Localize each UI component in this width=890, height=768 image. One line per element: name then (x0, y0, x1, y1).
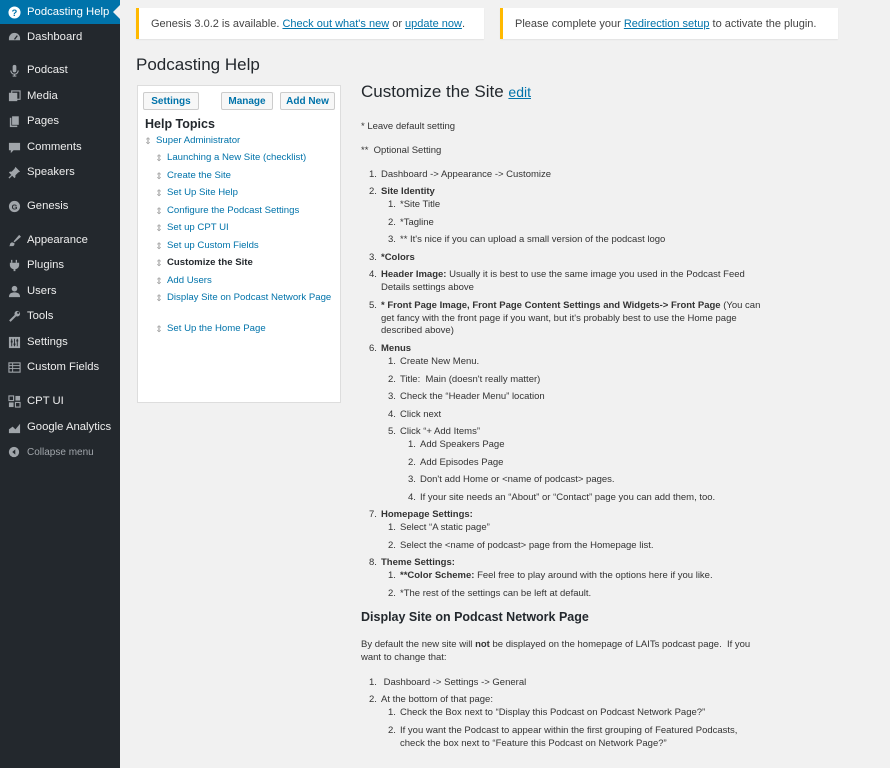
drag-handle-icon[interactable]: ⇕ (155, 324, 163, 334)
notice-text: or (389, 17, 406, 30)
microphone-icon (7, 63, 21, 77)
content-title-text: Customize the Site (361, 82, 504, 101)
manage-button[interactable]: Manage (221, 92, 273, 110)
collapse-menu-button[interactable] (0, 440, 120, 464)
sidebar-item-label: Google Analytics (27, 421, 112, 433)
topic-set-up-site-help[interactable] (154, 187, 238, 200)
drag-handle-icon[interactable]: ⇕ (155, 276, 163, 286)
svg-text:?: ? (11, 7, 17, 18)
sidebar-item-podcast[interactable] (0, 58, 120, 82)
text: (You can (720, 300, 761, 311)
sidebar-item-label: Podcast (27, 64, 68, 76)
list-item: *Tagline (400, 217, 434, 228)
genesis-icon (7, 199, 21, 213)
update-now-link[interactable]: update now (405, 17, 462, 30)
topic-label: Super Administrator (156, 135, 241, 146)
bold-text: * Front Page Image, Front Page Content Settings and Widgets-> Front Page (381, 300, 721, 311)
section-heading: Display Site on Podcast Network Page (361, 610, 589, 624)
list-number: 2. (388, 217, 396, 228)
list-number: 6. (369, 343, 377, 354)
list-item-continued: described above) (381, 325, 454, 336)
list-number: 2. (388, 588, 396, 599)
plugins-icon (7, 258, 21, 272)
list-number: 4. (388, 409, 396, 420)
legend-default: * Leave default setting (361, 121, 456, 132)
sidebar-item-settings[interactable] (0, 330, 120, 354)
list-number: 1. (388, 570, 396, 581)
list-number: 4. (369, 269, 377, 280)
list-item: Site Identity (381, 186, 435, 197)
sidebar-item-users[interactable] (0, 279, 120, 303)
text: Usually it is best to use the same image you used in the Podcast Feed (446, 269, 745, 280)
topic-launching-new-site[interactable] (154, 152, 306, 165)
list-item (400, 570, 713, 582)
list-number: 2. (369, 186, 377, 197)
topic-label: Set up CPT UI (167, 222, 229, 233)
list-number: 4. (408, 492, 416, 503)
topic-label: Display Site on Podcast Network Page (167, 292, 332, 303)
list-item: If your site needs an “About” or “Contact” page you can add them, too. (420, 492, 716, 503)
list-item-continued: get fancy with the front page if you want, but it's probably best to use the Home page (381, 313, 737, 324)
dashboard-icon (7, 30, 21, 44)
list-number: 2. (388, 374, 396, 385)
text: Feel free to play around with the options here if you like. (474, 570, 713, 581)
list-number: 5. (388, 426, 396, 437)
notice-text: Genesis 3.0.2 is available. (151, 17, 280, 30)
list-number: 1. (369, 677, 377, 688)
paragraph (361, 639, 750, 651)
list-number: 2. (388, 725, 396, 736)
comments-icon (7, 140, 21, 154)
bold-text: **Color Scheme: (400, 570, 475, 581)
sidebar-item-label: Media (27, 90, 58, 102)
list-number: 1. (388, 356, 396, 367)
topic-add-users[interactable] (154, 275, 212, 288)
sidebar-item-label: Comments (27, 141, 82, 153)
text: be displayed on the homepage of LAITs podcast page. If you (489, 639, 751, 650)
list-item: *Site Title (400, 199, 441, 210)
sidebar-item-label: Settings (27, 336, 68, 348)
admin-sidebar (0, 0, 120, 768)
list-number: 1. (388, 522, 396, 533)
sidebar-item-label: Podcasting Help (27, 6, 110, 18)
list-item: Title: Main (doesn't really matter) (400, 374, 541, 385)
page-title: Podcasting Help (136, 55, 260, 74)
topic-set-up-home-page[interactable] (154, 323, 266, 336)
notice-text: to activate the plugin. (709, 17, 817, 30)
pages-icon (7, 114, 21, 128)
settings-button[interactable]: Settings (143, 92, 199, 110)
list-item-continued: Details settings above (381, 282, 474, 293)
list-number: 1. (388, 707, 396, 718)
sidebar-item-label: Tools (27, 310, 54, 322)
legend-optional: ** Optional Setting (361, 145, 442, 156)
sidebar-item-label: Appearance (27, 234, 88, 246)
list-item: *The rest of the settings can be left at default. (400, 588, 592, 599)
list-item: Homepage Settings: (381, 509, 473, 520)
help-topics-heading: Help Topics (145, 117, 215, 131)
sidebar-item-speakers[interactable] (0, 160, 120, 184)
list-item: Theme Settings: (381, 557, 455, 568)
topic-create-site[interactable] (154, 170, 231, 183)
list-item: Select the <name of podcast> page from the Homepage list. (400, 540, 654, 551)
sidebar-item-label: Plugins (27, 259, 65, 271)
list-number: 8. (369, 557, 377, 568)
list-item (381, 300, 760, 312)
genesis-update-notice (136, 8, 484, 39)
text: By default the new site will (361, 639, 476, 650)
topic-label: Add Users (167, 275, 212, 286)
sidebar-item-label: Users (27, 285, 57, 297)
list-item: *Colors (381, 252, 415, 263)
topic-label: Set Up Site Help (167, 187, 238, 198)
topic-set-up-custom-fields[interactable] (154, 240, 259, 253)
topic-label: Set Up the Home Page (167, 323, 266, 334)
sidebar-item-genesis[interactable] (0, 194, 120, 218)
list-item: Dashboard -> Appearance -> Customize (381, 169, 552, 180)
sidebar-item-label: Custom Fields (27, 361, 100, 373)
topic-display-site-network[interactable] (154, 292, 334, 305)
list-number: 1. (369, 169, 377, 180)
sidebar-item-comments[interactable] (0, 135, 120, 159)
list-item: ** It's nice if you can upload a small version of the podcast logo (400, 234, 666, 245)
pin-icon (7, 165, 21, 179)
list-item: Click “+ Add Items” (400, 426, 480, 437)
drag-handle-icon[interactable]: ⇕ (155, 206, 163, 216)
media-icon (7, 89, 21, 103)
sidebar-item-custom-fields[interactable] (0, 355, 120, 379)
list-item: Menus (381, 343, 412, 354)
list-number: 3. (388, 234, 396, 245)
sidebar-item-google-analytics[interactable] (0, 415, 120, 439)
bold-text: Header Image: (381, 269, 447, 280)
list-item: Check the Box next to “Display this Podcast on Podcast Network Page?” (400, 707, 706, 718)
list-item: Don't add Home or <name of podcast> pages. (420, 474, 615, 485)
sidebar-item-plugins[interactable] (0, 253, 120, 277)
collapse-icon (7, 445, 21, 459)
sidebar-item-media[interactable] (0, 84, 120, 108)
list-item-continued: check the box next to “Feature this Podcast on Network Page?” (400, 738, 667, 749)
list-number: 3. (388, 391, 396, 402)
topic-label: Create the Site (167, 170, 231, 181)
bold-text: not (475, 639, 490, 650)
list-item: Select “A static page” (400, 522, 490, 533)
notice-text: . (461, 17, 465, 30)
list-item: Check the “Header Menu” location (400, 391, 545, 402)
sidebar-item-pages[interactable] (0, 109, 120, 133)
drag-handle-icon[interactable]: ⇕ (144, 136, 152, 146)
list-number: 7. (369, 509, 377, 520)
sidebar-item-appearance[interactable] (0, 228, 120, 252)
drag-handle-icon[interactable]: ⇕ (155, 171, 163, 181)
sidebar-item-cpt-ui[interactable] (0, 389, 120, 413)
list-number: 3. (408, 474, 416, 485)
list-number: 2. (388, 540, 396, 551)
sidebar-item-podcasting-help[interactable] (0, 0, 120, 24)
topic-label: Configure the Podcast Settings (167, 205, 300, 216)
redirection-notice (500, 8, 838, 39)
sidebar-item-tools[interactable] (0, 304, 120, 328)
notice-text: Please complete your (515, 17, 624, 30)
drag-handle-icon[interactable]: ⇕ (155, 241, 163, 251)
topic-label: Set up Custom Fields (167, 240, 259, 251)
list-item: At the bottom of that page: (381, 694, 493, 705)
sidebar-item-label: Dashboard (27, 31, 83, 43)
sidebar-item-label: Speakers (27, 166, 75, 178)
users-icon (7, 284, 21, 298)
topic-label: Customize the Site (167, 257, 253, 268)
edit-link[interactable]: edit (508, 84, 531, 100)
list-number: 3. (369, 252, 377, 263)
sidebar-item-label: Genesis (27, 200, 69, 212)
list-item: Dashboard -> Settings -> General (381, 677, 527, 688)
whats-new-link[interactable]: Check out what's new (282, 17, 390, 30)
cpt-ui-icon (7, 394, 21, 408)
list-number: 5. (369, 300, 377, 311)
sidebar-item-dashboard[interactable] (0, 25, 120, 49)
sidebar-item-label: Pages (27, 115, 60, 127)
svg-text:G: G (11, 201, 17, 211)
list-number: 2. (408, 457, 416, 468)
appearance-icon (7, 233, 21, 247)
settings-icon (7, 335, 21, 349)
drag-handle-icon[interactable]: ⇕ (155, 153, 163, 163)
tools-icon (7, 309, 21, 323)
drag-handle-icon[interactable]: ⇕ (155, 258, 163, 268)
list-number: 1. (388, 199, 396, 210)
sidebar-item-label: Collapse menu (27, 446, 94, 458)
list-item: Click next (400, 409, 442, 420)
drag-handle-icon[interactable]: ⇕ (155, 223, 163, 233)
topic-set-up-cpt-ui[interactable] (154, 222, 229, 235)
help-topics-panel (137, 85, 341, 403)
add-new-button[interactable]: Add New (280, 92, 335, 110)
list-item: Create New Menu. (400, 356, 480, 367)
redirection-setup-link[interactable]: Redirection setup (623, 17, 710, 30)
list-item (381, 269, 745, 281)
topic-super-administrator[interactable] (143, 135, 240, 148)
drag-handle-icon[interactable]: ⇕ (155, 293, 163, 303)
topic-customize-site[interactable] (154, 257, 253, 270)
list-number: 2. (369, 694, 377, 705)
paragraph-continued: want to change that: (361, 652, 447, 663)
question-circle-icon (7, 5, 21, 19)
list-number: 1. (408, 439, 416, 450)
topic-configure-podcast-settings[interactable] (154, 205, 299, 218)
analytics-icon (7, 420, 21, 434)
drag-handle-icon[interactable]: ⇕ (155, 188, 163, 198)
topic-label: Launching a New Site (checklist) (167, 152, 307, 163)
sidebar-item-label: CPT UI (27, 395, 64, 407)
custom-fields-icon (7, 360, 21, 374)
content-title (361, 82, 531, 101)
list-item: If you want the Podcast to appear within the first grouping of Featured Podcasts, (400, 725, 738, 736)
list-item: Add Episodes Page (420, 457, 504, 468)
list-item: Add Speakers Page (420, 439, 505, 450)
